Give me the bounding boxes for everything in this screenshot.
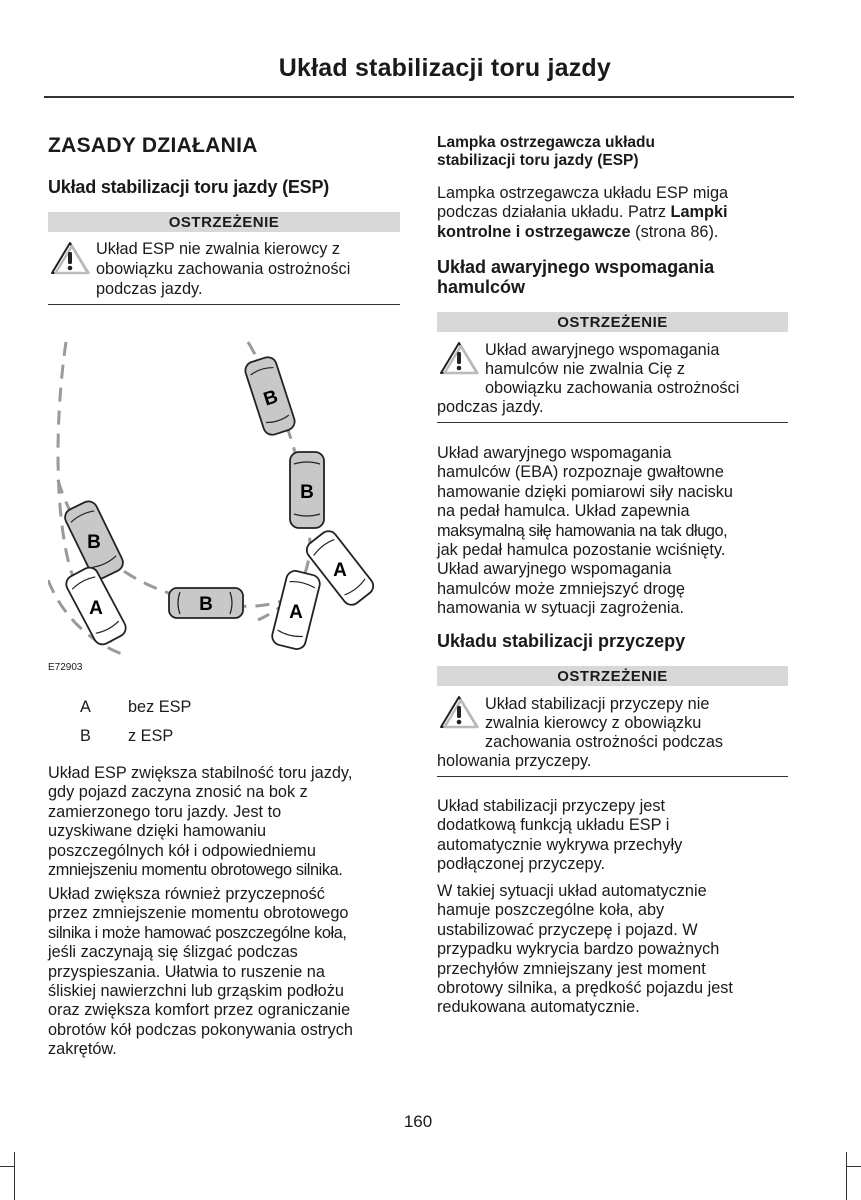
text-line: na pedał hamulca. Układ zapewnia — [437, 502, 690, 521]
car-label: A — [333, 560, 347, 581]
crop-mark — [847, 1166, 861, 1167]
section-heading: ZASADY DZIAŁANIA — [48, 134, 258, 157]
eba-heading: hamulców — [437, 277, 526, 297]
warning-text-line: zwalnia kierowcy z obowiązku — [485, 714, 702, 732]
warning-text-line: podczas jazdy. — [437, 398, 544, 416]
text-line: gdy pojazd zaczyna znosić na bok z — [48, 783, 308, 802]
car-label: A — [289, 602, 303, 623]
warning-label: OSTRZEŻENIE — [437, 666, 788, 686]
warning-text-line: obowiązku zachowania ostrożności — [485, 379, 740, 397]
paragraph-traction — [48, 885, 408, 1060]
text-line: hamowania w sytuacji zagrożenia. — [437, 599, 685, 618]
car-b — [290, 452, 324, 528]
car-label: B — [300, 482, 314, 503]
text-line: ustabilizować przyczepę i pojazd. W — [437, 920, 698, 939]
text-line: jeśli zaczynają się ślizgać podczas — [48, 943, 298, 962]
text-line: maksymalną siłę hamowania na tak długo, — [437, 521, 728, 540]
text-line: podłączonej przyczepy. — [437, 855, 606, 874]
text-line: jak pedał hamulca pozostanie wciśnięty. — [437, 541, 726, 560]
figure-code: E72903 — [48, 662, 83, 673]
car-b — [243, 355, 297, 437]
text-line: Układ zwiększa również przyczepność — [48, 885, 325, 903]
warning-label: OSTRZEŻENIE — [437, 312, 788, 332]
page-title: Układ stabilizacji toru jazdy — [278, 54, 611, 82]
legend-value: z ESP — [128, 727, 174, 745]
lamp-paragraph — [437, 184, 797, 242]
text-line: zamierzonego toru jazdy. Jest to — [48, 802, 282, 821]
text-line: Układ awaryjnego wspomagania — [437, 444, 672, 462]
crop-mark — [0, 1166, 14, 1167]
car-a — [270, 569, 321, 651]
paragraph-esp — [48, 764, 408, 880]
lamp-link[interactable]: kontrolne i ostrzegawcze — [437, 222, 631, 241]
warning-triangle-icon — [439, 695, 479, 729]
text-line: Układ stabilizacji przyczepy jest — [437, 797, 666, 815]
warning-text-line: zachowania ostrożności podczas — [485, 733, 724, 751]
page-number: 160 — [403, 1112, 433, 1131]
warning-text-line: Układ stabilizacji przyczepy nie — [485, 695, 710, 713]
text-line: uzyskiwane dzięki hamowaniu — [48, 822, 267, 841]
text-line: obrotowy silnika, a prędkość pojazdu jest — [437, 979, 733, 998]
text-line: przypadku wykrycia bardzo poważnych — [437, 940, 720, 959]
car-b — [169, 588, 243, 618]
warning-triangle-icon — [50, 241, 90, 275]
legend-key: A — [80, 698, 91, 716]
title-rule — [44, 96, 794, 98]
text-line: automatycznie wykrywa przechyły — [437, 835, 683, 854]
subheading-esp: Układ stabilizacji toru jazdy (ESP) — [48, 177, 330, 197]
warning-triangle-icon — [439, 341, 479, 375]
trailer-heading: Układu stabilizacji przyczepy — [437, 631, 686, 651]
text-line: śliskiej nawierzchni lub grząskim podłożu — [48, 982, 344, 1001]
text-line: W takiej sytuacji układ automatycznie — [437, 882, 707, 900]
text-line: obrotów kół podczas pokonywania ostrych — [48, 1020, 353, 1039]
warning-label: OSTRZEŻENIE — [48, 212, 400, 232]
warning-text-line: Układ ESP nie zwalnia kierowcy z — [96, 240, 341, 258]
text-line: przechyłów zmniejszany jest moment — [437, 959, 706, 978]
warning-text-line: podczas jazdy. — [96, 280, 203, 298]
warning-text-line: holowania przyczepy. — [437, 752, 592, 770]
car-label: B — [199, 594, 213, 615]
text-line: hamulców (EBA) rozpoznaje gwałtowne — [437, 463, 724, 482]
text-line: hamuje poszczególne koła, aby — [437, 901, 665, 920]
esp-illustration — [48, 330, 400, 660]
text-line: zmniejszeniu momentu obrotowego silnika. — [48, 861, 343, 880]
warning-rule — [48, 304, 400, 305]
text-line: hamowanie dzięki pomiarowi siły nacisku — [437, 482, 733, 501]
text-line: hamulców może zmniejszyć drogę — [437, 579, 685, 598]
trailer-paragraph — [437, 797, 797, 875]
lamp-heading: Lampka ostrzegawcza układu — [437, 134, 655, 151]
text-line: przyspieszania. Ułatwia to ruszenie na — [48, 962, 325, 981]
lamp-link[interactable]: Lampki — [670, 203, 728, 222]
text-line: zakrętów. — [48, 1040, 117, 1059]
text-line: kontrolne i ostrzegawcze (strona 86). — [437, 222, 719, 241]
eba-heading: Układ awaryjnego wspomagania — [437, 257, 715, 277]
warning-text-line: Układ awaryjnego wspomagania — [485, 341, 720, 359]
text-line: podczas działania układu. Patrz Lampki — [437, 203, 728, 222]
text-line: Układ ESP zwiększa stabilność toru jazdy, — [48, 764, 353, 782]
car-a — [63, 564, 129, 647]
car-label: B — [260, 386, 281, 411]
legend-key: B — [80, 727, 91, 745]
legend-value: bez ESP — [128, 698, 192, 716]
text-line: Lampka ostrzegawcza układu ESP miga — [437, 184, 729, 202]
warning-text-line: obowiązku zachowania ostrożności — [96, 260, 351, 278]
text-line: redukowana automatycznie. — [437, 998, 640, 1017]
text-line: silnika i może hamować poszczególne koła, — [48, 923, 347, 942]
text-line: oraz zwiększa komfort przez ograniczanie — [48, 1001, 351, 1020]
crop-mark — [0, 1152, 15, 1200]
car-label: B — [87, 532, 101, 553]
warning-rule — [437, 776, 788, 777]
warning-rule — [437, 422, 788, 423]
text-line: przez zmniejszenie momentu obrotowego — [48, 904, 349, 923]
text-line: poszczególnych kół i odpowiedniemu — [48, 841, 316, 860]
warning-text-line: hamulców nie zwalnia Cię z — [485, 360, 685, 378]
trailer-paragraph — [437, 882, 797, 1018]
text-line: Układ awaryjnego wspomagania — [437, 560, 672, 579]
text-line: dodatkową funkcją układu ESP i — [437, 816, 670, 835]
car-label: A — [89, 598, 103, 619]
eba-paragraph — [437, 444, 797, 619]
crop-mark — [846, 1152, 861, 1200]
lamp-heading: stabilizacji toru jazdy (ESP) — [437, 152, 639, 169]
